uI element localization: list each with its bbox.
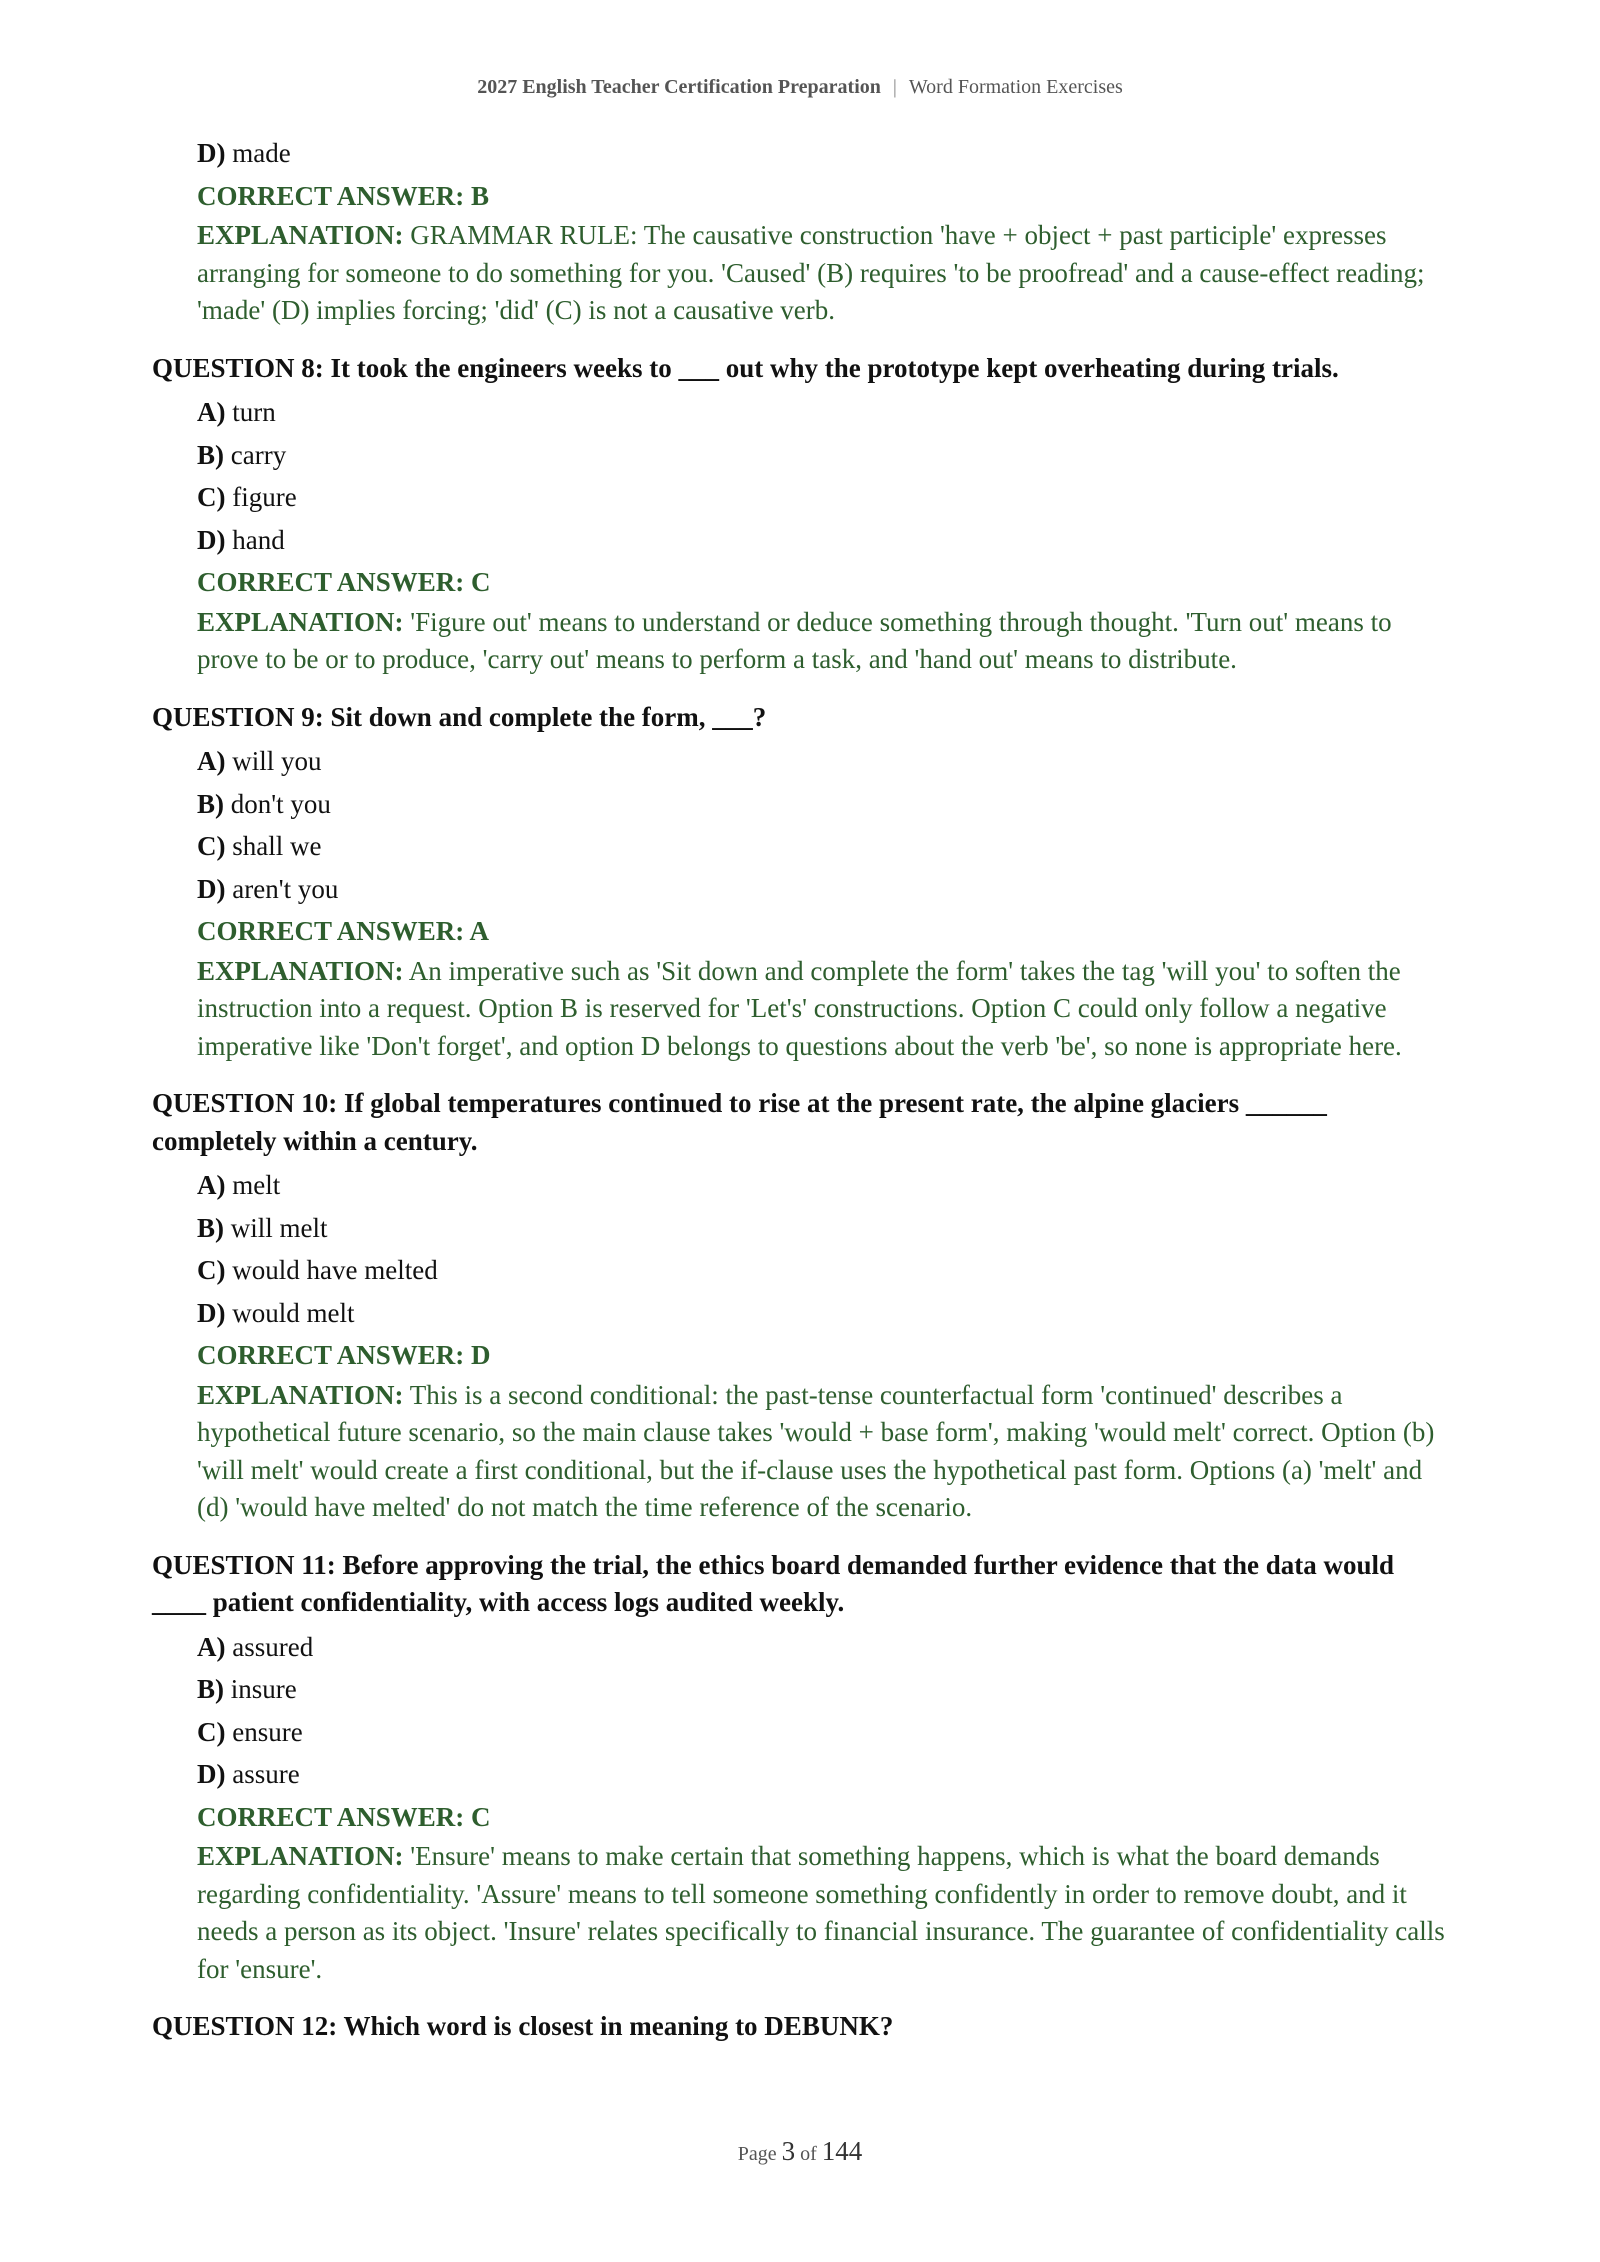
option-letter: B)	[197, 1674, 224, 1704]
header-separator: |	[892, 76, 897, 98]
option-text: made	[232, 138, 291, 168]
explanation	[197, 953, 1452, 1066]
page-label: Page	[737, 2143, 777, 2165]
explanation-text: GRAMMAR RULE: The causative construction 'have + object + past participle' expresses arranging for someone to do something for you. 'Caused' (B) requires 'to be proofread' and a cause-effect reading; 'made' (D) implies forcing; 'did' (C) is not a causative verb.	[197, 220, 1425, 325]
option-letter: B)	[197, 439, 224, 470]
question-block-9	[152, 699, 1452, 1066]
option-text: hand	[232, 524, 285, 555]
explanation-label: EXPLANATION:	[197, 1841, 404, 1871]
question-block-12	[152, 2008, 1452, 2046]
answer-option	[197, 1292, 1452, 1335]
option-letter: A)	[197, 746, 226, 776]
option-letter: C)	[197, 482, 226, 512]
option-text: will melt	[230, 1212, 328, 1243]
question-stem: QUESTION 10: If global temperatures continued to rise at the present rate, the alpine glaciers ______ completely within a century.	[152, 1088, 1327, 1156]
correct-answer: CORRECT ANSWER: C	[197, 567, 491, 597]
option-text: would melt	[232, 1297, 355, 1328]
answer-option	[197, 1711, 1452, 1754]
answer-option	[197, 740, 1452, 783]
option-text: figure	[232, 482, 297, 512]
option-letter: C)	[197, 831, 226, 861]
answer-option	[197, 1626, 1452, 1669]
explanation-label: EXPLANATION:	[197, 955, 404, 986]
explanation-label: EXPLANATION:	[197, 606, 404, 637]
answer-option	[197, 1164, 1452, 1207]
correct-answer: CORRECT ANSWER: C	[197, 1801, 491, 1832]
page-number: 3	[781, 2136, 796, 2166]
question-stem: QUESTION 8: It took the engineers weeks to ___ out why the prototype kept overheating during trials.	[152, 352, 1339, 383]
answer-option	[197, 476, 1452, 519]
option-text: carry	[230, 439, 287, 470]
option-letter: D)	[197, 138, 226, 168]
question-block-11	[152, 1547, 1452, 1989]
option-letter: D)	[197, 873, 226, 904]
question-7-continuation	[152, 132, 1452, 330]
option-text: insure	[230, 1674, 297, 1704]
option-text: shall we	[232, 831, 322, 861]
explanation-text: 'Ensure' means to make certain that something happens, which is what the board demands regarding confidentiality. 'Assure' means to tell someone something confidently in order to remove doubt, and it needs a person as its object. 'Insure' relates specifically to financial insurance. The guarantee of confidentiality calls for 'ensure'.	[197, 1841, 1445, 1984]
correct-answer: CORRECT ANSWER: B	[197, 180, 490, 211]
option-letter: D)	[197, 1759, 226, 1789]
option-text: assure	[232, 1759, 300, 1789]
correct-answer: CORRECT ANSWER: D	[197, 1340, 491, 1370]
option-text: aren't you	[232, 873, 339, 904]
option-text: turn	[232, 397, 276, 427]
answer-option	[197, 868, 1452, 911]
option-text: don't you	[230, 788, 331, 819]
running-header	[0, 76, 1600, 99]
option-letter: B)	[197, 1212, 224, 1243]
answer-option	[197, 1249, 1452, 1292]
explanation	[197, 1838, 1452, 1988]
explanation-text: This is a second conditional: the past-tense counterfactual form 'continued' describes a hypothetical future scenario, so the main clause takes 'would + base form', making 'would melt' correct. Option (b) 'will melt' would create a first conditional, but the if-clause uses the hypothetical past form. Options (a) 'melt' and (d) 'would have melted' do not match the time reference of the scenario.	[197, 1379, 1435, 1522]
answer-option	[197, 1668, 1452, 1711]
explanation-text: An imperative such as 'Sit down and complete the form' takes the tag 'will you' to soften the instruction into a request. Option B is reserved for 'Let's' constructions. Option C could only follow a negative imperative like 'Don't forget', and option D belongs to questions about the verb 'be', so none is appropriate here.	[197, 955, 1402, 1061]
total-pages: 144	[821, 2136, 863, 2166]
option-letter: C)	[197, 1255, 226, 1285]
answer-option	[197, 1753, 1452, 1796]
option-letter: A)	[197, 397, 226, 427]
page-content	[152, 132, 1452, 2050]
question-block-8	[152, 350, 1452, 679]
option-text: melt	[232, 1170, 281, 1200]
question-stem: QUESTION 9: Sit down and complete the form, ___?	[152, 701, 767, 732]
answer-option	[197, 783, 1452, 826]
header-title: 2027 English Teacher Certification Preparation	[477, 76, 881, 98]
option-text: will you	[232, 746, 322, 776]
explanation	[197, 1377, 1452, 1527]
option-text: would have melted	[232, 1255, 438, 1285]
page-footer	[0, 2136, 1600, 2167]
answer-option	[197, 519, 1452, 562]
answer-option	[197, 132, 1452, 175]
option-letter: D)	[197, 1297, 226, 1328]
answer-option	[197, 391, 1452, 434]
correct-answer: CORRECT ANSWER: A	[197, 916, 490, 946]
option-letter: D)	[197, 524, 226, 555]
option-text: assured	[232, 1631, 314, 1662]
question-stem: QUESTION 11: Before approving the trial, the ethics board demanded further evidence that the data would ____ patient confidentiality, with access logs audited weekly.	[152, 1549, 1395, 1617]
explanation-label: EXPLANATION:	[197, 1379, 404, 1410]
explanation-label: EXPLANATION:	[197, 220, 404, 250]
option-letter: A)	[197, 1170, 226, 1200]
explanation	[197, 217, 1452, 330]
answer-option	[197, 825, 1452, 868]
header-section: Word Formation Exercises	[908, 76, 1123, 98]
answer-option	[197, 434, 1452, 477]
answer-option	[197, 1207, 1452, 1250]
option-letter: C)	[197, 1716, 226, 1747]
option-letter: B)	[197, 788, 224, 819]
of-label: of	[800, 2143, 817, 2165]
explanation-text: 'Figure out' means to understand or deduce something through thought. 'Turn out' means to prove to be or to produce, 'carry out' means to perform a task, and 'hand out' means to distribute.	[197, 606, 1392, 674]
question-stem: QUESTION 12: Which word is closest in meaning to DEBUNK?	[152, 2011, 894, 2041]
option-text: ensure	[232, 1716, 303, 1747]
explanation	[197, 604, 1452, 679]
question-block-10	[152, 1085, 1452, 1527]
option-letter: A)	[197, 1631, 226, 1662]
